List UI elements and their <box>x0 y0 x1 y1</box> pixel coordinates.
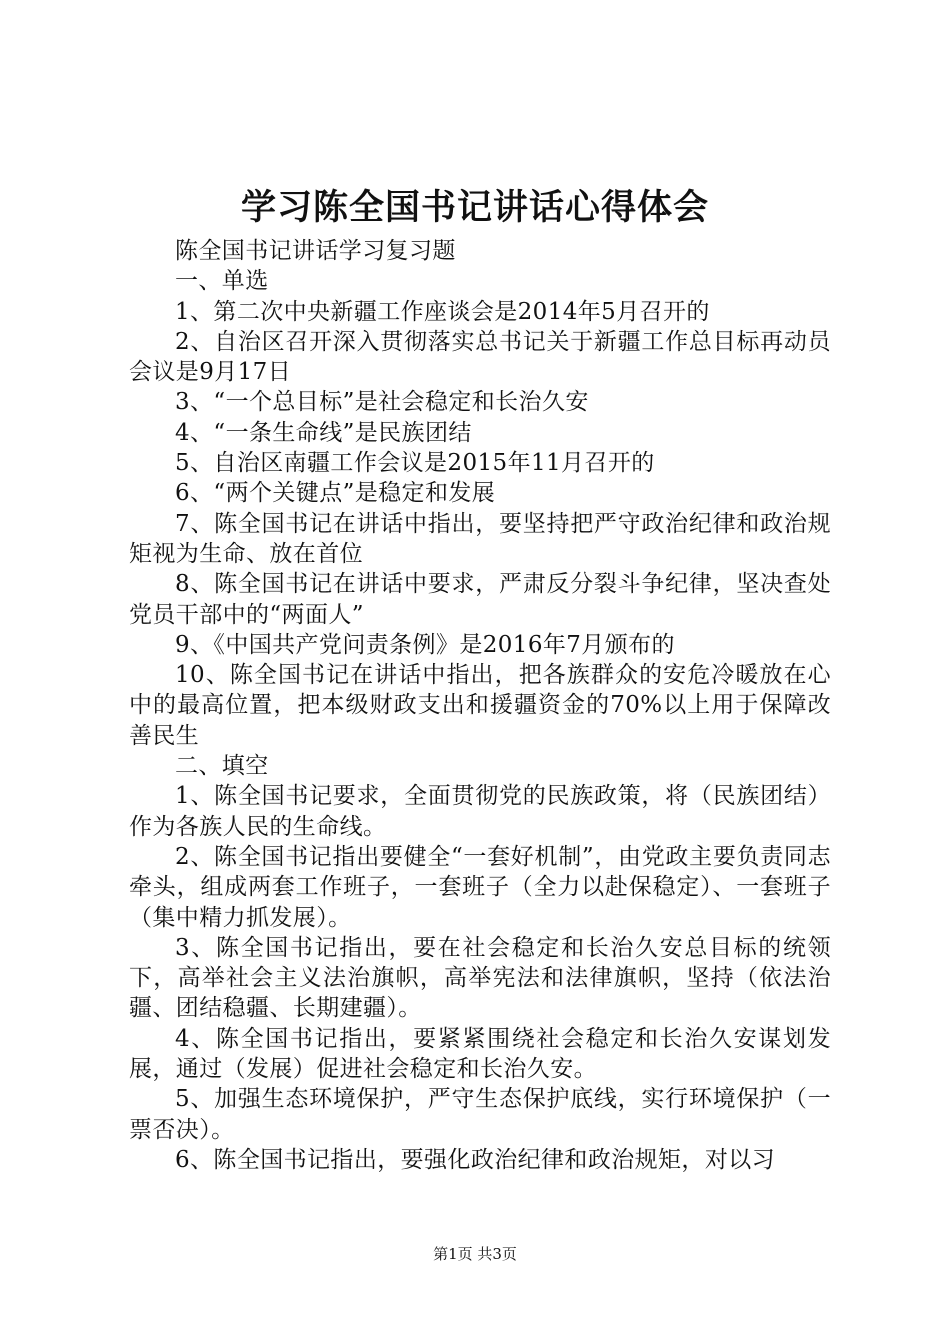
document-body <box>129 236 831 1175</box>
paragraph: 6、“两个关键点”是稳定和发展 <box>175 480 496 507</box>
paragraph: 4、“一条生命线”是民族团结 <box>175 419 472 446</box>
paragraph: 10、陈全国书记在讲话中指出，把各族群众的安危冷暖放在心中的最高位置，把本级财政支出和援疆资金的70%以上用于保障改善民生 <box>129 662 831 749</box>
paragraph: 5、自治区南疆工作会议是2015年11月召开的 <box>175 450 655 477</box>
page-number-footer: 第1页 共3页 <box>433 1245 517 1263</box>
paragraph: 9、《中国共产党问责条例》是2016年7月颁布的 <box>175 631 675 658</box>
paragraph: 3、“一个总目标”是社会稳定和长治久安 <box>175 389 589 416</box>
paragraph: 2、自治区召开深入贯彻落实总书记关于新疆工作总目标再动员会议是9月17日 <box>129 328 831 386</box>
paragraph: 1、第二次中央新疆工作座谈会是2014年5月召开的 <box>175 298 710 325</box>
paragraph: 8、陈全国书记在讲话中要求，严肃反分裂斗争纪律，坚决查处党员干部中的“两面人” <box>129 571 831 628</box>
document-title: 学习陈全国书记讲话心得体会 <box>240 188 709 228</box>
paragraph: 3、陈全国书记指出，要在社会稳定和长治久安总目标的统领下，高举社会主义法治旗帜，高举宪法和法律旗帜，坚持（依法治疆、团结稳疆、长期建疆）。 <box>129 934 831 1022</box>
paragraph: 7、陈全国书记在讲话中指出，要坚持把严守政治纪律和政治规矩视为生命、放在首位 <box>129 510 831 567</box>
section-heading-fill-blank: 二、填空 <box>175 753 269 780</box>
paragraph: 2、陈全国书记指出要健全“一套好机制”，由党政主要负责同志牵头，组成两套工作班子，一套班子（全力以赴保稳定）、一套班子（集中精力抓发展）。 <box>129 843 831 931</box>
paragraph: 4、陈全国书记指出，要紧紧围绕社会稳定和长治久安谋划发展，通过（发展）促进社会稳定和长治久安。 <box>129 1025 831 1083</box>
paragraph: 5、加强生态环境保护，严守生态保护底线，实行环境保护（一票否决）。 <box>129 1086 831 1143</box>
paragraph: 1、陈全国书记要求，全面贯彻党的民族政策，将（民族团结）作为各族人民的生命线。 <box>129 783 831 840</box>
paragraph: 6、陈全国书记指出，要强化政治纪律和政治规矩，对以习 <box>175 1146 776 1173</box>
paragraph-subtitle: 陈全国书记讲话学习复习题 <box>175 238 456 264</box>
section-heading-single-choice: 一、单选 <box>175 268 269 295</box>
